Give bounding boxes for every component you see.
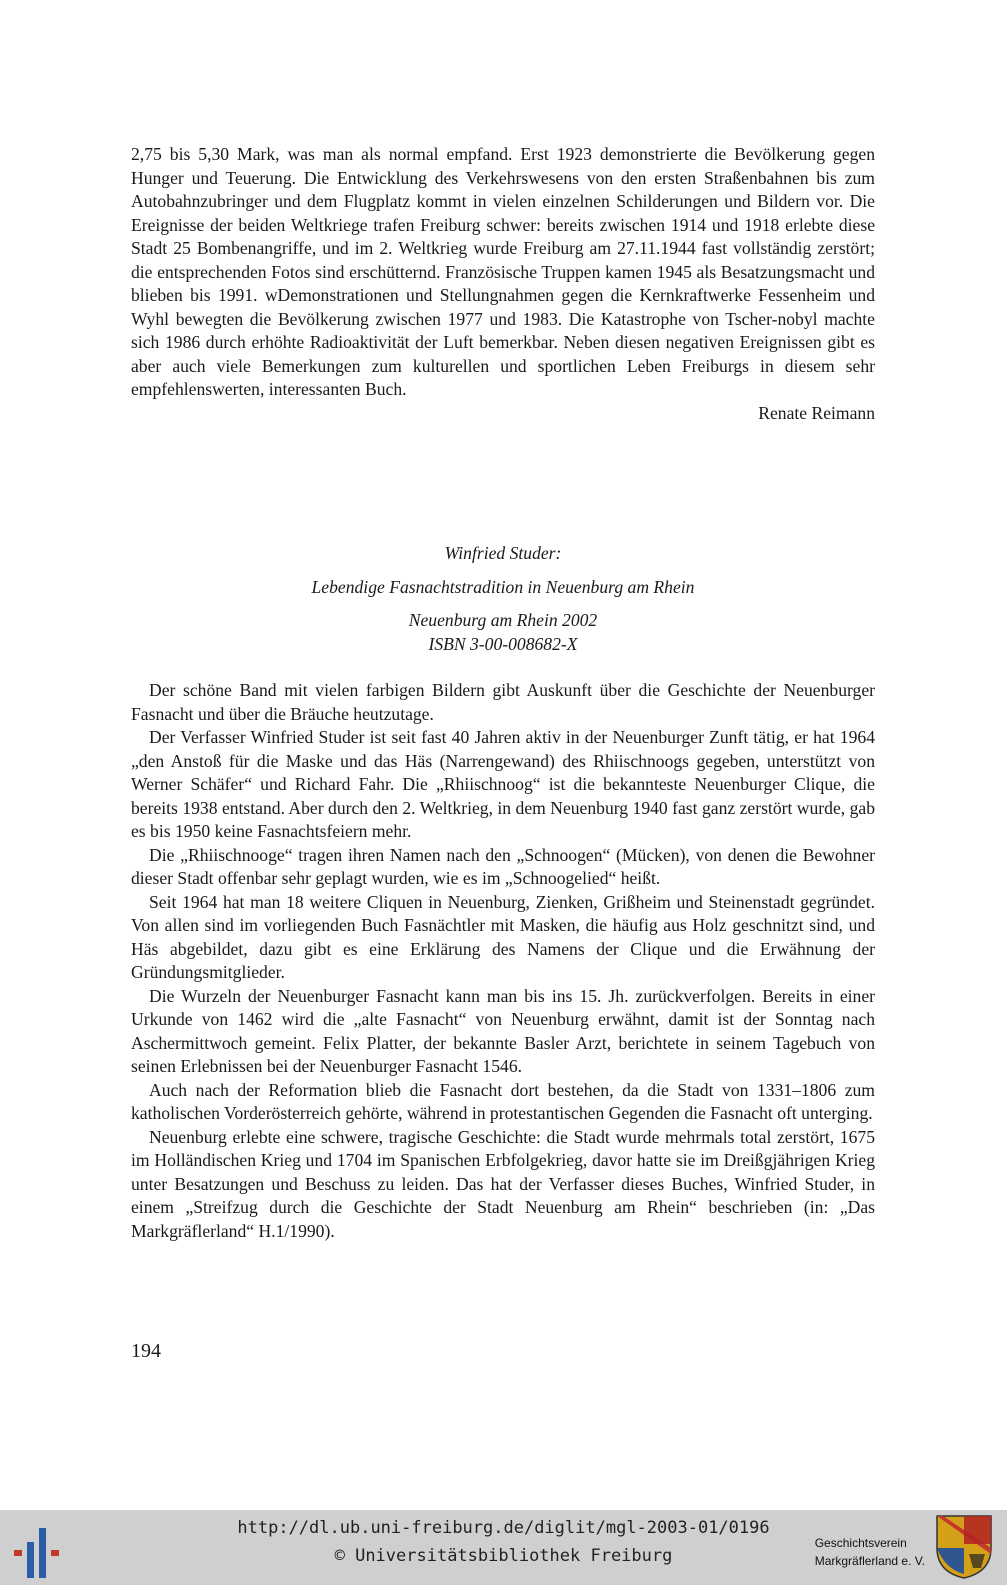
page-content <box>131 143 875 1243</box>
review2-paragraph: Der schöne Band mit vielen farbigen Bildern gibt Auskunft über die Geschichte der Neuenburger Fasnacht und über die Bräuche heutzutage. <box>131 680 875 724</box>
coat-of-arms-icon <box>935 1514 993 1580</box>
review2-author: Winfried Studer: <box>444 543 562 563</box>
footer-org-line1: Geschichtsverein <box>814 1536 907 1550</box>
review2-body <box>131 679 875 1243</box>
review2-paragraph: Neuenburg erlebte eine schwere, tragische Geschichte: die Stadt wurde mehrmals total zerstört, 1675 im Holländischen Krieg und 1704 im Spanischen Erbfolgekrieg, davor hatte sie im Dreißgjährigen Krieg unter Besatzungen und Beschuss zu leiden. Das hat der Verfasser dieses Buches, Winfried Studer, in einem „Streifzug durch die Geschichte der Stadt Neuenburg am Rhein“ beschrieben (in: „Das Markgräflerland“ H.1/1990). <box>131 1126 875 1241</box>
review2-paragraph: Seit 1964 hat man 18 weitere Cliquen in Neuenburg, Zienken, Grißheim und Steinenstadt gegründet. Von allen sind im vorliegenden Buch Fasnächtler mit Masken, die häufig aus Holz geschnitzt sind, und Häs abgebildet, dazu gibt es eine Erklärung des Namens der Clique und die Erwähnung der Gründungsmitglieder. <box>131 891 875 982</box>
review2-paragraph: Der Verfasser Winfried Studer ist seit fast 40 Jahren aktiv in der Neuenburger Zunft tätig, er hat 1964 „den Anstoß für die Maske und das Häs (Narrengewand) des Rhiischnoogs gegeben, unterstützt von Werner Schäfer“ und Richard Fahr. Die „Rhiischnoog“ ist die bekannteste Neuenburger Clique, die bereits 1938 entstand. Aber durch den 2. Weltkrieg, in dem Neuenburg 1940 fast ganz zerstört wurde, gab es bis 1950 keine Fasnachtsfeiern mehr. <box>131 727 875 841</box>
review2-paragraph: Die „Rhiischnooge“ tragen ihren Namen nach den „Schnoogen“ (Mücken), von denen die Bewohner dieser Stadt offenbar sehr geplagt wurden, wie es im „Schnoogelied“ heißt. <box>131 844 875 888</box>
review2-title: Lebendige Fasnachtstradition in Neuenburg am Rhein <box>311 576 695 597</box>
review2-paragraph: Auch nach der Reformation blieb die Fasnacht dort bestehen, da die Stadt von 1331–1806 zum katholischen Vorderösterreich gehörte, während in protestantischen Gegenden die Fasnacht oft unterging. <box>131 1079 875 1123</box>
footer-url-link[interactable]: http://dl.ub.uni-freiburg.de/diglit/mgl-2003-01/0196 <box>237 1518 770 1538</box>
review1-paragraph: 2,75 bis 5,30 Mark, was man als normal empfand. Erst 1923 demonstrierte die Bevölkerung gegen Hunger und Teuerung. Die Entwicklung des Verkehrswesens von den ersten Straßenbahnen bis zum Autobahnzubringer und dem Flugplatz kommt in vielen einzelnen Schilderungen und Bildern vor. Die Ereignisse der beiden Weltkriege trafen Freiburg schwer: bereits zwischen 1914 und 1918 erlebte diese Stadt 25 Bombenangriffe, und im 2. Weltkrieg wurde Freiburg am 27.11.1944 fast vollständig zerstört; die entsprechenden Fotos sind erschütternd. Französische Truppen kamen 1945 als Besatzungsmacht und blieben bis 1991. wDemonstrationen und Stellungnahmen gegen die Kernkraftwerke Fessenheim und Wyhl bewegten die Bevölkerung zwischen 1977 und 1983. Die Katastrophe von Tscher-nobyl machte sich 1986 durch erhöhte Radioaktivität der Luft bemerkbar. Neben diesen negativen Ereignissen gibt es aber auch viele Bemerkungen zum kulturellen und sportlichen Leben Freiburgs in diesem sehr empfehlenswerten, interessanten Buch. <box>131 144 875 399</box>
review2-isbn: ISBN 3-00-008682-X <box>428 633 578 654</box>
footer-organization <box>815 1534 925 1570</box>
footer-org-line2: Markgräflerland e. V. <box>814 1554 925 1568</box>
footer-copyright: © Universitätsbibliothek Freiburg <box>334 1546 673 1566</box>
review2-paragraph: Die Wurzeln der Neuenburger Fasnacht kann man bis ins 15. Jh. zurückverfolgen. Bereits in einer Urkunde von 1462 wird die „alte Fasnacht“ von Neuenburg erwähnt, damit ist der Sonntag nach Aschermittwoch gemeint. Felix Platter, der bekannte Basler Arzt, berichtete in seinem Tagebuch von seinen Erlebnissen bei der Neuenburger Fasnacht 1546. <box>131 985 875 1076</box>
review2-publication <box>131 609 875 656</box>
review2-place-year: Neuenburg am Rhein 2002 <box>408 610 598 630</box>
footer-bar <box>0 1510 1007 1585</box>
review1-signature: Renate Reimann <box>758 402 875 423</box>
page-number: 194 <box>131 1340 161 1362</box>
